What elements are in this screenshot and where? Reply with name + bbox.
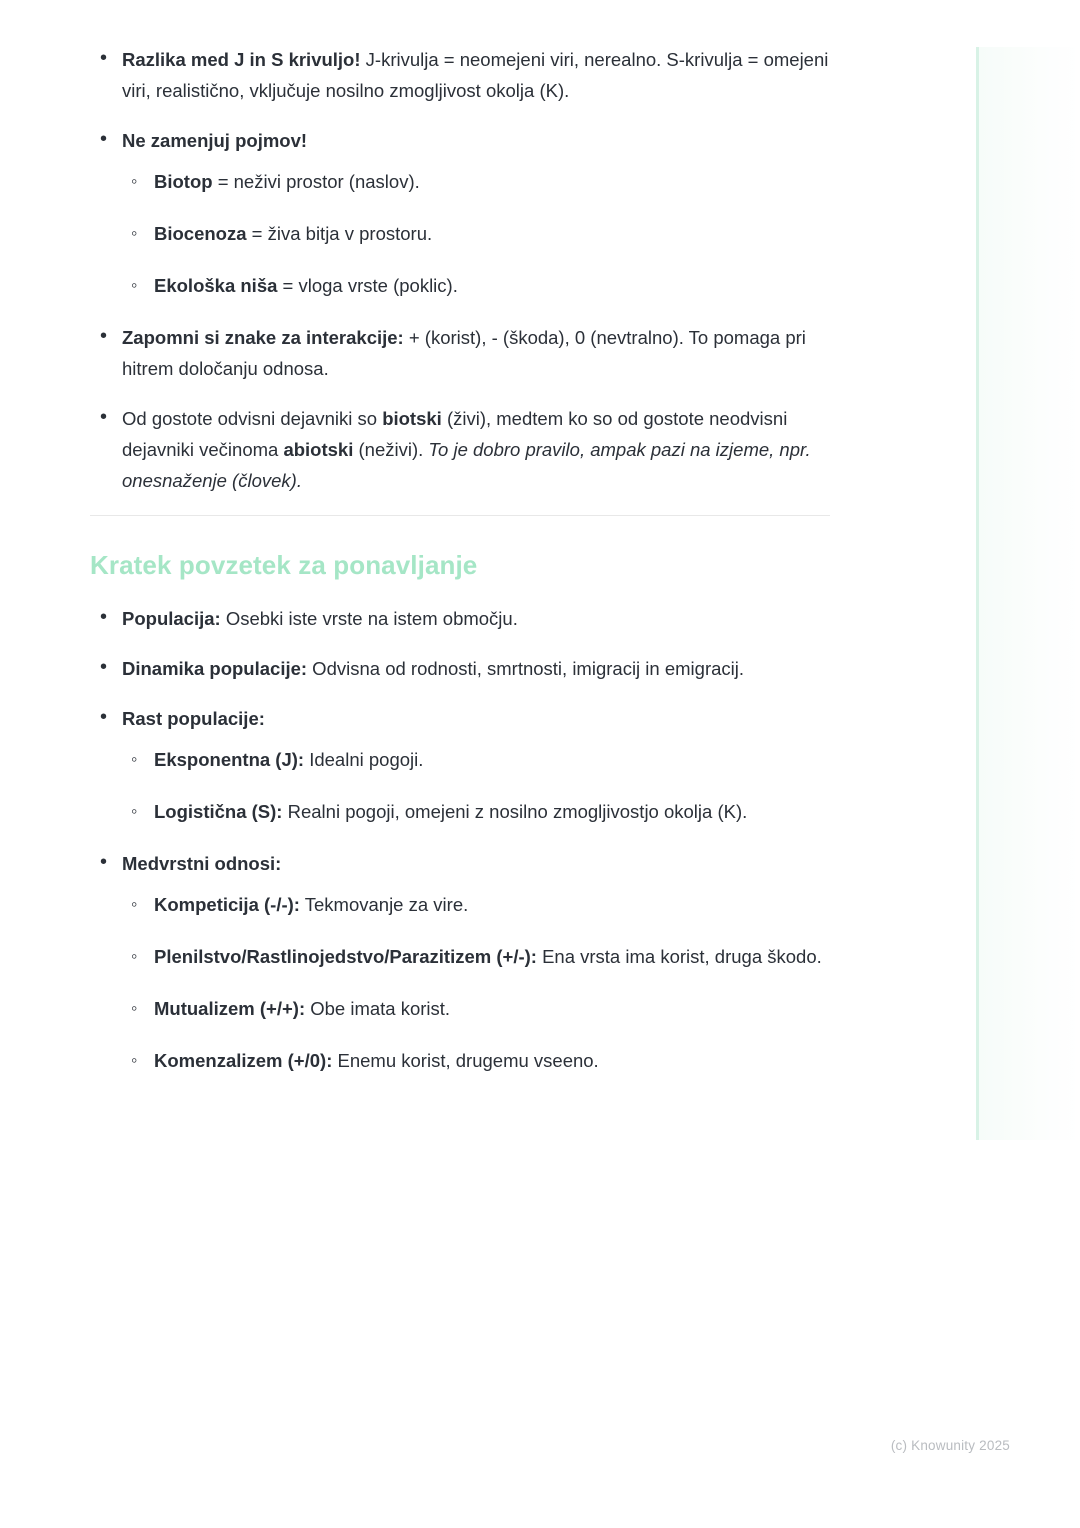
list-item-lead: Populacija: [122, 608, 221, 629]
list-item [122, 1045, 842, 1076]
list-item [122, 270, 842, 301]
list-item-lead: Mutualizem (+/+): [154, 998, 306, 1019]
right-accent-strip-edge [976, 47, 979, 1140]
section-divider [90, 515, 830, 516]
list-item-text: Osebki iste vrste na istem območju. [220, 608, 518, 629]
top-section-list [90, 44, 842, 496]
list-item-text-pre: Od gostote odvisni dejavniki so [122, 408, 383, 429]
list-item [90, 848, 842, 1076]
document-content [90, 44, 842, 1095]
list-item-text: Idealni pogoji. [304, 749, 424, 770]
nested-list [122, 744, 842, 827]
list-item-lead: Ne zamenjuj pojmov! [122, 130, 308, 151]
list-item-text: Odvisna od rodnosti, smrtnosti, imigracij in emigracij. [307, 658, 745, 679]
list-item [90, 653, 842, 684]
list-item-text: = vloga vrste (poklic). [277, 275, 458, 296]
list-item [122, 166, 842, 197]
nested-list [122, 889, 842, 1076]
list-item-lead: Kompeticija (-/-): [154, 894, 300, 915]
list-item [90, 703, 842, 827]
list-item [122, 796, 842, 827]
list-item-lead: Biotop [154, 171, 213, 192]
list-item-text-mid2: (neživi). [353, 439, 429, 460]
list-item [122, 218, 842, 249]
list-item-bold-abiotski: abiotski [283, 439, 354, 460]
list-item [90, 322, 842, 384]
list-item [122, 744, 842, 775]
list-item [122, 889, 842, 920]
list-item [90, 603, 842, 634]
list-item-text: = živa bitja v prostoru. [246, 223, 433, 244]
right-accent-strip [976, 47, 1080, 1140]
list-item [90, 403, 842, 496]
list-item-lead: Biocenoza [154, 223, 247, 244]
list-item-text: Ena vrsta ima korist, druga škodo. [536, 946, 822, 967]
list-item-lead: Dinamika populacije: [122, 658, 308, 679]
list-item [122, 941, 842, 972]
list-item [90, 44, 842, 106]
list-item-text: Obe imata korist. [305, 998, 451, 1019]
list-item-text: + (korist), - (škoda), 0 (nevtralno). To pomaga pri hitrem določanju odnosa. [122, 327, 806, 379]
footer-copyright: (c) Knowunity 2025 [890, 1438, 1010, 1453]
list-item-text: = neživi prostor (naslov). [212, 171, 420, 192]
list-item-lead: Ekološka niša [154, 275, 278, 296]
summary-section-list [90, 603, 842, 1076]
list-item-lead: Razlika med J in S krivuljo! [122, 49, 361, 70]
nested-list [122, 166, 842, 301]
section-title-summary: Kratek povzetek za ponavljanje [90, 550, 478, 580]
list-item-lead: Logistična (S): [154, 801, 283, 822]
list-item-lead: Rast populacije: [122, 708, 265, 729]
list-item-text: Enemu korist, drugemu vseeno. [332, 1050, 599, 1071]
list-item-text: J-krivulja = neomejeni viri, nerealno. S-krivulja = omejeni viri, realistično, vključuje nosilno zmogljivost okolja (K). [122, 49, 829, 101]
list-item [90, 125, 842, 301]
list-item-lead: Eksponentna (J): [154, 749, 305, 770]
list-item-text: Realni pogoji, omejeni z nosilno zmogljivostjo okolja (K). [282, 801, 748, 822]
list-item-text: Tekmovanje za vire. [299, 894, 469, 915]
list-item-lead: Plenilstvo/Rastlinojedstvo/Parazitizem (+/-): [154, 946, 537, 967]
list-item-lead: Komenzalizem (+/0): [154, 1050, 333, 1071]
list-item [122, 993, 842, 1024]
list-item-italic-note: To je dobro pravilo, ampak pazi na izjeme, npr. onesnaženje (človek). [122, 439, 811, 491]
list-item-lead: Zapomni si znake za interakcije: [122, 327, 404, 348]
list-item-bold-biotski: biotski [382, 408, 442, 429]
list-item-lead: Medvrstni odnosi: [122, 853, 282, 874]
list-item-text-mid: (živi), medtem ko so od gostote neodvisni dejavniki večinoma [122, 408, 788, 460]
